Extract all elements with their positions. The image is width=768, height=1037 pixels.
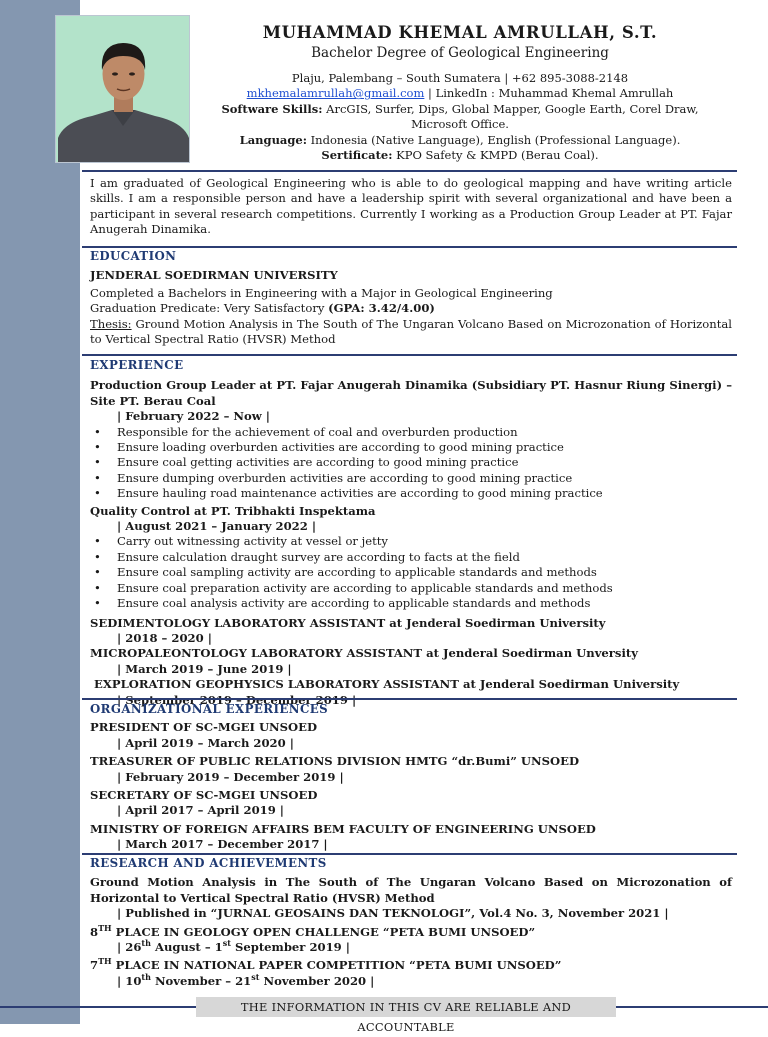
- contact-block: [200, 71, 720, 163]
- job-title: EXPLORATION GEOPHYSICS LABORATORY ASSISTANT at Jenderal Soedirman University: [90, 677, 680, 692]
- list-item: • Ensure loading overburden activities are according to good mining practice: [90, 440, 732, 455]
- education-thesis: [90, 317, 732, 348]
- org-period: | April 2017 – April 2019 |: [117, 803, 285, 818]
- education-section: [90, 249, 732, 347]
- certificate-value: KPO Safety & KMPD (Berau Coal).: [392, 148, 599, 163]
- thesis-text: Ground Motion Analysis in The South of The Ungaran Volcano Based on Microzonation of Horizontal to Vertical Spectral Ratio (HVSR) Method: [90, 316, 732, 347]
- section-divider: [82, 853, 737, 855]
- award-date-suffix: th: [141, 971, 151, 982]
- contact-line: Plaju, Palembang – South Sumatera | +62 895-3088-2148: [291, 71, 629, 85]
- section-divider: [82, 246, 737, 248]
- research-section: [90, 856, 732, 989]
- section-divider: [82, 698, 737, 700]
- software-skills-label: Software Skills:: [221, 101, 323, 116]
- award-text: PLACE IN NATIONAL PAPER COMPETITION “PETA BUMI UNSOED”: [111, 958, 562, 973]
- list-item: • Ensure hauling road maintenance activities are according to good mining practice: [90, 486, 732, 501]
- profile-photo: [55, 15, 190, 163]
- email-linkedin-line: [200, 86, 720, 101]
- certificate-line: [200, 148, 720, 163]
- predicate-text: Graduation Predicate: Very Satisfactory: [90, 301, 329, 316]
- organizational-title: ORGANIZATIONAL EXPERIENCES: [90, 702, 329, 716]
- list-item: • Ensure coal sampling activity are according to applicable standards and methods: [90, 565, 732, 580]
- list-item: • Ensure coal getting activities are according to good mining practice: [90, 455, 732, 470]
- award-date-suffix: st: [222, 938, 231, 949]
- gpa-value: (GPA: 3.42/4.00): [328, 301, 435, 316]
- award-date-part: | 10: [117, 973, 142, 988]
- footer-statement: THE INFORMATION IN THIS CV ARE RELIABLE AND ACCOUNTABLE: [196, 997, 616, 1017]
- education-school: JENDERAL SOEDIRMAN UNIVERSITY: [90, 268, 338, 283]
- cv-header: [200, 22, 720, 163]
- research-title: RESEARCH AND ACHIEVEMENTS: [90, 856, 327, 870]
- experience-section: [90, 358, 732, 708]
- profile-photo-illustration: [56, 16, 190, 163]
- experience-title: EXPERIENCE: [90, 358, 184, 372]
- software-skills-line: [200, 102, 720, 133]
- job-period: | March 2019 – June 2019 |: [117, 661, 292, 676]
- research-paper-title: Ground Motion Analysis in The South of The Ungaran Volcano Based on Microzonation of Horizontal to Vertical Spectral Ratio (HVSR) Method: [90, 875, 732, 905]
- section-divider: [82, 354, 737, 356]
- job-title: SEDIMENTOLOGY LABORATORY ASSISTANT at Jenderal Soedirman University: [90, 615, 606, 630]
- thesis-label: Thesis:: [90, 316, 132, 331]
- org-role: SECRETARY OF SC-MGEI UNSOED: [90, 788, 318, 803]
- job-period: | 2018 – 2020 |: [117, 630, 212, 645]
- org-role: TREASURER OF PUBLIC RELATIONS DIVISION HMTG “dr.Bumi” UNSOED: [90, 754, 580, 769]
- award-date-part: August – 1: [150, 940, 223, 955]
- award-date-suffix: st: [251, 971, 260, 982]
- award-text: PLACE IN GEOLOGY OPEN CHALLENGE “PETA BUMI UNSOED”: [111, 924, 536, 939]
- org-role: PRESIDENT OF SC-MGEI UNSOED: [90, 720, 318, 735]
- job-duties-list: [90, 425, 732, 502]
- award-period: [90, 940, 732, 955]
- language-label: Language:: [239, 132, 307, 147]
- org-period: | March 2017 – December 2017 |: [117, 837, 328, 852]
- research-paper-publication: | Published in “JURNAL GEOSAINS DAN TEKNOLOGI”, Vol.4 No. 3, November 2021 |: [117, 906, 669, 921]
- job-period: | August 2021 – January 2022 |: [117, 519, 317, 534]
- list-item: • Carry out witnessing activity at vessel or jetty: [90, 534, 732, 549]
- award-date-suffix: th: [141, 938, 151, 949]
- list-item: • Ensure calculation draught survey are according to facts at the field: [90, 550, 732, 565]
- award-date-part: November – 21: [150, 973, 252, 988]
- job-title: Quality Control at PT. Tribhakti Inspektama: [90, 503, 376, 518]
- education-major: Completed a Bachelors in Engineering with a Major in Geological Engineering: [90, 285, 553, 300]
- award-date-part: | 26: [117, 940, 142, 955]
- candidate-name: MUHAMMAD KHEMAL AMRULLAH, S.T.: [262, 23, 658, 42]
- org-role: MINISTRY OF FOREIGN AFFAIRS BEM FACULTY OF ENGINEERING UNSOED: [90, 821, 596, 836]
- section-divider: [82, 170, 737, 172]
- job-title: MICROPALEONTOLOGY LABORATORY ASSISTANT at Jenderal Soedirman Unversity: [90, 646, 638, 661]
- award-title: [90, 922, 732, 940]
- language-line: [200, 133, 720, 148]
- list-item: • Ensure coal analysis activity are according to applicable standards and methods: [90, 596, 732, 611]
- job-title: Production Group Leader at PT. Fajar Anugerah Dinamika (Subsidiary PT. Hasnur Riung Sinergi) – Site PT. Berau Coal: [90, 378, 732, 408]
- org-period: | February 2019 – December 2019 |: [117, 769, 344, 784]
- list-item: • Ensure coal preparation activity are according to applicable standards and methods: [90, 581, 732, 596]
- award-rank-suffix: TH: [98, 922, 112, 933]
- organizational-section: [90, 702, 732, 853]
- award-date-part: September 2019 |: [230, 940, 350, 955]
- award-rank-suffix: TH: [98, 956, 112, 967]
- award-title: [90, 958, 732, 973]
- education-predicate: [90, 301, 732, 316]
- org-period: | April 2019 – March 2020 |: [117, 735, 294, 750]
- certificate-label: Sertificate:: [321, 148, 393, 163]
- job-duties-list: [90, 534, 732, 611]
- software-skills-value: ArcGIS, Surfer, Dips, Global Mapper, Google Earth, Corel Draw, Microsoft Office.: [322, 101, 699, 132]
- linkedin-text: | LinkedIn : Muhammad Khemal Amrullah: [424, 86, 674, 101]
- language-value: Indonesia (Native Language), English (Professional Language).: [306, 132, 681, 147]
- award-rank: 7: [90, 958, 99, 973]
- list-item: • Ensure dumping overburden activities are according to good mining practice: [90, 471, 732, 486]
- education-title: EDUCATION: [90, 249, 177, 263]
- summary-paragraph: I am graduated of Geological Engineering who is able to do geological mapping and have writing article skills. I am a responsible person and have a leadership spirit with several organizational and have been a participant in several research competitions. Currently I working as a Production Group Leader at PT. Fajar Anugerah Dinamika.: [90, 176, 732, 237]
- email-link[interactable]: mkhemalamrullah@gmail.com: [246, 86, 425, 101]
- award-rank: 8: [90, 924, 99, 939]
- award-period: [90, 971, 732, 989]
- job-period: | February 2022 – Now |: [117, 409, 270, 424]
- candidate-degree: Bachelor Degree of Geological Engineering: [311, 45, 609, 61]
- award-date-part: November 2020 |: [259, 973, 375, 988]
- list-item: • Responsible for the achievement of coal and overburden production: [90, 425, 732, 440]
